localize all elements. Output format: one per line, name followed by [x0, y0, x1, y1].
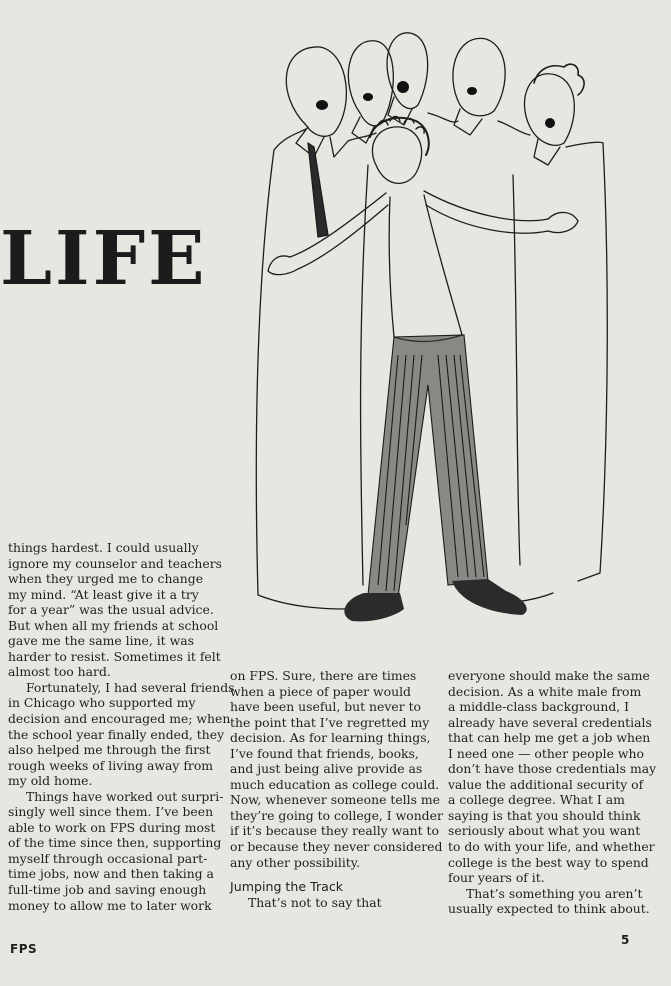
text-line: decision. As for learning things,: [230, 730, 431, 746]
text-line: I need one — other people who: [448, 745, 644, 761]
text-line: usually expected to think about.: [448, 901, 650, 917]
text-line: ignore my counselor and teachers: [8, 555, 223, 571]
text-line: in Chicago who supported my: [8, 695, 196, 711]
page-number: 5: [621, 933, 630, 947]
text-line: Fortunately, I had several friends: [26, 679, 235, 695]
text-line: I’ve found that friends, books,: [230, 745, 419, 761]
text-line: much education as college could.: [230, 776, 440, 792]
text-line: seriously about what you want: [448, 823, 641, 839]
text-line: the point that I’ve regretted my: [230, 714, 430, 730]
headline: LIFE: [0, 216, 208, 302]
text-column-3: [448, 668, 656, 917]
text-line: and just being alive provide as: [230, 761, 423, 777]
text-line: any other possibility.: [230, 854, 361, 870]
text-line: a college degree. What I am: [448, 792, 625, 808]
text-line: the school year finally ended, they: [8, 726, 225, 742]
text-line: or because they never considered: [230, 839, 443, 855]
illustration: [248, 25, 618, 630]
text-line: they’re going to college, I wonder: [230, 807, 443, 823]
text-line: decision. As a white male from: [448, 683, 642, 699]
text-line: a middle-class background, I: [448, 699, 630, 715]
text-line: Now, whenever someone tells me: [230, 792, 440, 808]
text-line: of the time since then, supporting: [8, 835, 222, 851]
text-line: saying is that you should think: [448, 807, 641, 823]
text-line: gave me the same line, it was: [8, 633, 194, 649]
text-line: That’s something you aren’t: [466, 885, 643, 901]
text-line: for a year” was the usual advice.: [8, 602, 214, 618]
text-line: college is the best way to spend: [448, 854, 649, 870]
text-line: harder to resist. Sometimes it felt: [8, 648, 221, 664]
text-line: to do with your life, and whether: [448, 839, 655, 855]
text-line: That’s not to say that: [248, 894, 382, 910]
text-line: my old home.: [8, 773, 93, 789]
text-line: myself through occasional part-: [8, 850, 208, 866]
text-line: don’t have those credentials may: [448, 761, 657, 777]
text-line: singly well since them. I’ve been: [8, 804, 214, 820]
text-line: almost too hard.: [8, 664, 111, 680]
text-line: everyone should make the same: [448, 668, 650, 683]
text-line: if it’s because they really want to: [230, 823, 439, 839]
subheading: Jumping the Track: [230, 879, 344, 895]
text-line: But when all my friends at school: [8, 617, 219, 633]
text-line: value the additional security of: [448, 776, 644, 792]
text-line: four years of it.: [448, 870, 545, 886]
text-line: rough weeks of living away from: [8, 757, 214, 773]
footer-publication: FPS: [10, 942, 38, 956]
text-line: already have several credentials: [448, 714, 652, 730]
text-line: full-time job and saving enough: [8, 882, 207, 898]
text-line: money to allow me to later work: [8, 897, 212, 913]
text-column-2: [230, 668, 443, 910]
text-line: decision and encouraged me; when: [8, 711, 231, 727]
text-line: when they urged me to change: [8, 571, 204, 587]
text-line: have been useful, but never to: [230, 699, 422, 715]
text-line: things hardest. I could usually: [8, 540, 199, 555]
text-column-1: [8, 540, 235, 913]
text-line: able to work on FPS during most: [8, 819, 216, 835]
text-line: time jobs, now and then taking a: [8, 866, 214, 882]
text-line: when a piece of paper would: [230, 683, 411, 699]
text-line: also helped me through the first: [8, 742, 211, 758]
text-line: my mind. “At least give it a try: [8, 586, 199, 602]
text-line: on FPS. Sure, there are times: [230, 668, 417, 683]
text-line: Things have worked out surpri-: [26, 788, 224, 804]
text-line: that can help me get a job when: [448, 730, 651, 746]
